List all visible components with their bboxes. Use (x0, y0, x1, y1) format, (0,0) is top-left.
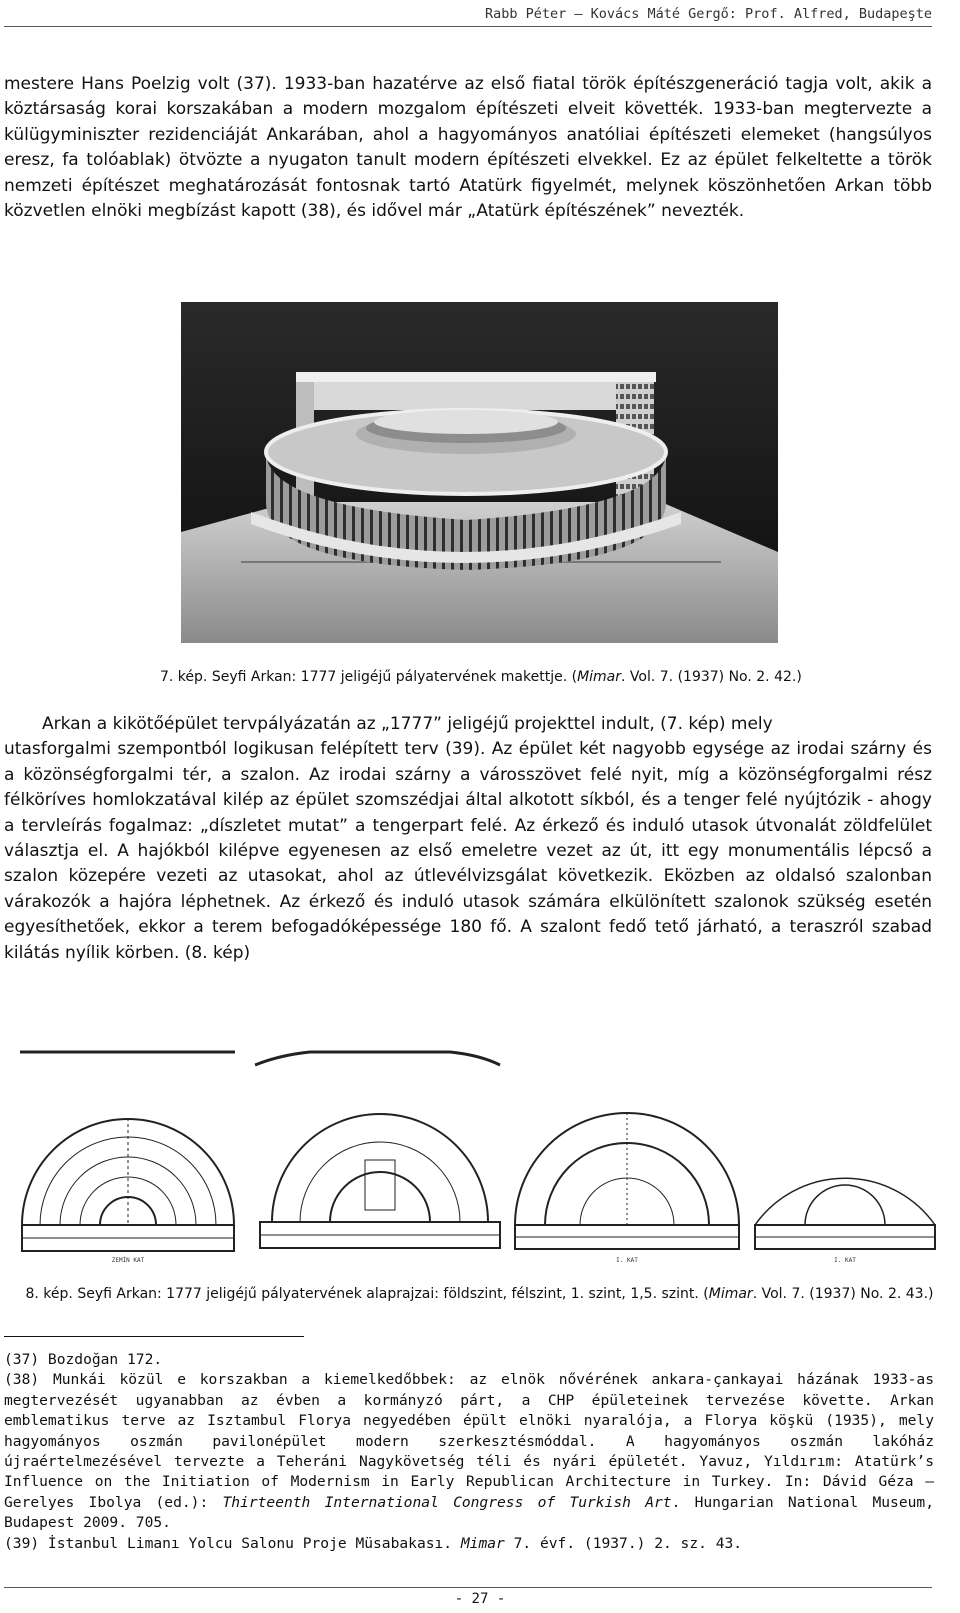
header-rule (4, 26, 932, 27)
paragraph-competition-project (4, 712, 932, 966)
footnotes (4, 1350, 934, 1554)
figure-8-caption-tail: . Vol. 7. (1937) No. 2. 43.) (752, 1286, 934, 1302)
floor-plans-figure (10, 1040, 945, 1280)
floor-plan-first (515, 1113, 739, 1249)
floor-plan-mezzanine (255, 1052, 500, 1248)
floor-plan-ground (20, 1052, 235, 1251)
figure-8-caption (12, 1285, 947, 1304)
footnote-separator (4, 1336, 304, 1337)
plan-label-upper: I. KAT (834, 1257, 856, 1264)
footnote-37: (37) Bozdoğan 172. (4, 1351, 163, 1368)
figure-8-source: Mimar (708, 1286, 753, 1302)
plan-label-ground: ZEMİN KAT (111, 1257, 145, 1264)
paragraph-competition-rest: utasforgalmi szempontból logikusan felépített terv (39). Az épület két nagyobb egysége az irodai szárny és a közönségforgalmi tér, a szalon. Az irodai szárny a városszövet felé nyit, míg a közönségforgalmi rész félköríves homlokzatával kilép az épület szomszédjai által alkotott síkból, és a tenger felé nyújtózik - ahogy a tervleírás fogalmaz: „díszletet mutat” a tengerpart felé. Az érkező és induló utasok útvonalát zöldfelület választja el. A hajókból kilépve egyenesen az első emeletre vezet az út, itt egy monumentális lépcső a szalon közepére vezeti az utasokat, ahol az útlevélvizsgálat következik. Eközben az oldalsó szalonban várakozók a hajóra léphetnek. Az érkező és induló utasok számára elkülönített szalonok szükség esetén egyesíthetőek, ekkor a terem befogadóképessége 180 fő. A szalont fedő tető járható, a teraszról szabad kilátás nyílik körben. (8. kép) (4, 739, 932, 963)
footnote-39-text: (39) İstanbul Limanı Yolcu Salonu Proje Müsabakası. (4, 1534, 461, 1552)
figure-7-source: Mimar (577, 669, 622, 685)
terminal-model-illustration (181, 302, 778, 643)
paragraph-competition-first-line: Arkan a kikötőépület tervpályázatán az „1777” jeligéjű projekttel indult, (7. kép) mely (42, 714, 773, 734)
footnote-38 (4, 1370, 934, 1533)
figure-7-caption (160, 668, 880, 687)
floor-plan-upper (755, 1178, 935, 1249)
footnote-39-source: Mimar (460, 1534, 505, 1552)
figure-8-caption-text: 8. kép. Seyfi Arkan: 1777 jeligéjű pályatervének alaprajzai: földszint, félszint, 1. szint, 1,5. szint. ( (25, 1286, 709, 1302)
page-number: - 27 - (454, 1591, 506, 1607)
floor-plans-illustration (10, 1040, 945, 1280)
footer-rule (4, 1587, 932, 1588)
paragraph-arkan-biography: mestere Hans Poelzig volt (37). 1933-ban hazatérve az első fiatal török építészgeneráció tagja volt, akik a köztársaság korai korszakában a modern mozgalom építészeti elveit követték. 1933-ban megtervezte a külügyminiszter rezidenciáját Ankarában, ahol a hagyományos anatóliai építészeti elemeket (hangsúlyos eresz, fa tolóablak) ötvözte a nyugaton tanult modern építészeti elvekkel. Ez az épület felkeltette a török nemzeti építészet meghatározását fontosnak tartó Atatürk figyelmét, melynek köszönhetően Arkan több közvetlen elnöki megbízást kapott (38), és idővel már „Atatürk építészének” nevezték. (4, 74, 932, 222)
footnote-39-tail: 7. évf. (1937.) 2. sz. 43. (504, 1534, 743, 1552)
plan-label-first: I. KAT (616, 1257, 638, 1264)
model-photograph (181, 302, 778, 643)
footnote-38-text: (38) Munkái közül e korszakban a kiemelkedőbbek: az elnök nővérének ankara-çankayai házának 1933-as megtervezését ugyanabban az évben a kormányzó párt, a CHP épületeinek tervezése követte. Arkan emblematikus terve az Isztambul Florya negyedében épült elnöki nyaralója, a Florya köşkü (1935), mely hagyományos oszmán pavilonépület modern szerkesztésmóddal. A hagyományos oszmán lakóház újraértelmezésével tervezte a Teheráni Nagykövetség téli és nyári épületét. Yavuz, Yıldırım: Atatürk’s Influence on the Initiation of Modernism in Early Republican Architecture in Turkey. In: Dávid Géza – Gerelyes Ibolya (ed.): (4, 1371, 934, 1511)
figure-7-caption-text: 7. kép. Seyfi Arkan: 1777 jeligéjű pályatervének makettje. ( (160, 669, 578, 685)
footnote-39 (4, 1534, 934, 1554)
figure-7-caption-tail: . Vol. 7. (1937) No. 2. 42.) (621, 669, 802, 685)
footnote-38-tail: . Hungarian National Museum, Budapest 2009. 705. (4, 1493, 934, 1532)
running-header: Rabb Péter – Kovács Máté Gergő: Prof. Alfred, Budapeşte (484, 6, 932, 22)
footnote-38-title: Thirteenth International Congress of Turkish Art (222, 1493, 672, 1511)
